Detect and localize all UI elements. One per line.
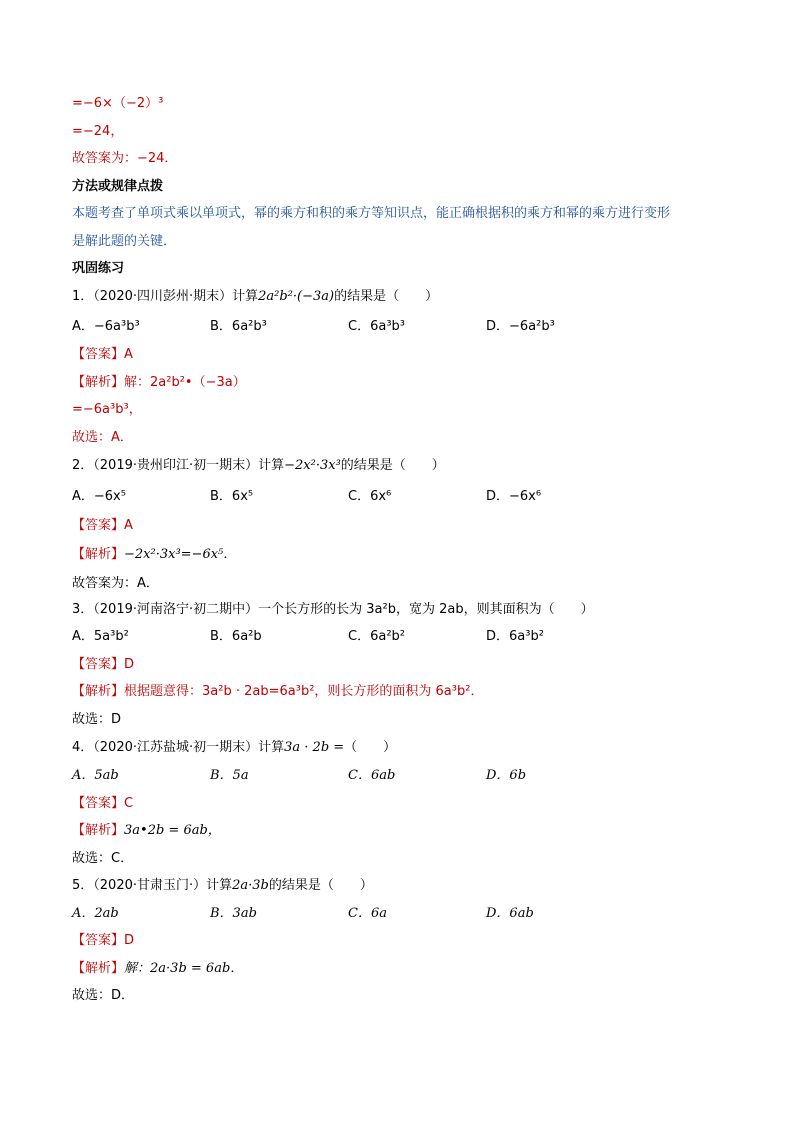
question-stem: 2．（2019·贵州印江·初一期末）计算−2x²·3x³的结果是（ ）: [72, 458, 445, 473]
question-stem: 1．（2020·四川彭州·期末）计算2a²b²·(−3a)的结果是（ ）: [72, 289, 439, 304]
solution-conclusion: 故答案为：−24．: [72, 151, 178, 166]
option-a: A．5a³b²: [72, 629, 129, 644]
analysis-line: 【解析】3a•2b = 6ab，: [72, 823, 221, 838]
option-a: A．5ab: [72, 768, 119, 783]
section-heading-method: 方法或规律点拨: [72, 179, 164, 194]
option-d: D．6ab: [486, 906, 534, 921]
solution-line: =−6×（−2）³: [72, 96, 164, 111]
analysis-line: 故选：C．: [72, 851, 134, 866]
analysis-line: 【解析】解：2a²b²•（−3a）: [72, 375, 246, 390]
analysis-line: 【解析】−2x²·3x³=−6x⁵．: [72, 547, 237, 562]
method-text: 本题考查了单项式乘以单项式，幂的乘方和积的乘方等知识点，能正确根据积的乘方和幂的乘方进行变形: [72, 206, 671, 221]
analysis-line: 故答案为：A．: [72, 576, 159, 591]
answer-line: 【答案】D: [72, 657, 135, 672]
analysis-line: 【解析】解：2a·3b = 6ab．: [72, 961, 244, 976]
option-c: C．6a: [348, 906, 387, 921]
option-b: B．6a²b: [210, 629, 262, 644]
answer-line: 【答案】A: [72, 347, 133, 362]
option-a: A．2ab: [72, 906, 119, 921]
option-c: C．6a²b²: [348, 629, 405, 644]
question-stem: 5．（2020·甘肃玉门·）计算2a·3b的结果是（ ）: [72, 878, 373, 893]
analysis-line: 【解析】根据题意得：3a²b · 2ab=6a³b²，则长方形的面积为 6a³b²．: [72, 684, 484, 699]
option-c: C．6a³b³: [348, 319, 405, 334]
option-d: D．−6a²b³: [486, 319, 555, 334]
answer-line: 【答案】A: [72, 518, 133, 533]
solution-line: =−24，: [72, 124, 124, 139]
option-c: C．6x⁶: [348, 489, 392, 504]
section-heading-practice: 巩固练习: [72, 261, 125, 276]
analysis-line: 故选：A．: [72, 430, 133, 445]
option-d: D．6a³b²: [486, 629, 544, 644]
option-a: A．−6x⁵: [72, 489, 126, 504]
option-d: D．6b: [486, 768, 527, 783]
option-b: B．6x⁵: [210, 489, 254, 504]
option-b: B．6a²b³: [210, 319, 267, 334]
option-b: B．5a: [210, 768, 249, 783]
method-text: 是解此题的关键．: [72, 234, 177, 249]
question-stem: 4．（2020·江苏盐城·初一期末）计算3a · 2b =（ ）: [72, 740, 397, 755]
analysis-line: 故选：D．: [72, 988, 135, 1003]
analysis-line: 故选：D: [72, 712, 122, 727]
option-c: C．6ab: [348, 768, 396, 783]
answer-line: 【答案】C: [72, 796, 134, 811]
analysis-line: =−6a³b³，: [72, 402, 142, 417]
option-a: A．−6a³b³: [72, 319, 140, 334]
answer-line: 【答案】D: [72, 933, 135, 948]
question-stem: 3．（2019·河南洛宁·初二期中）一个长方形的长为 3a²b，宽为 2ab，则其面积为（ ）: [72, 602, 594, 617]
option-b: B．3ab: [210, 906, 257, 921]
option-d: D．−6x⁶: [486, 489, 542, 504]
